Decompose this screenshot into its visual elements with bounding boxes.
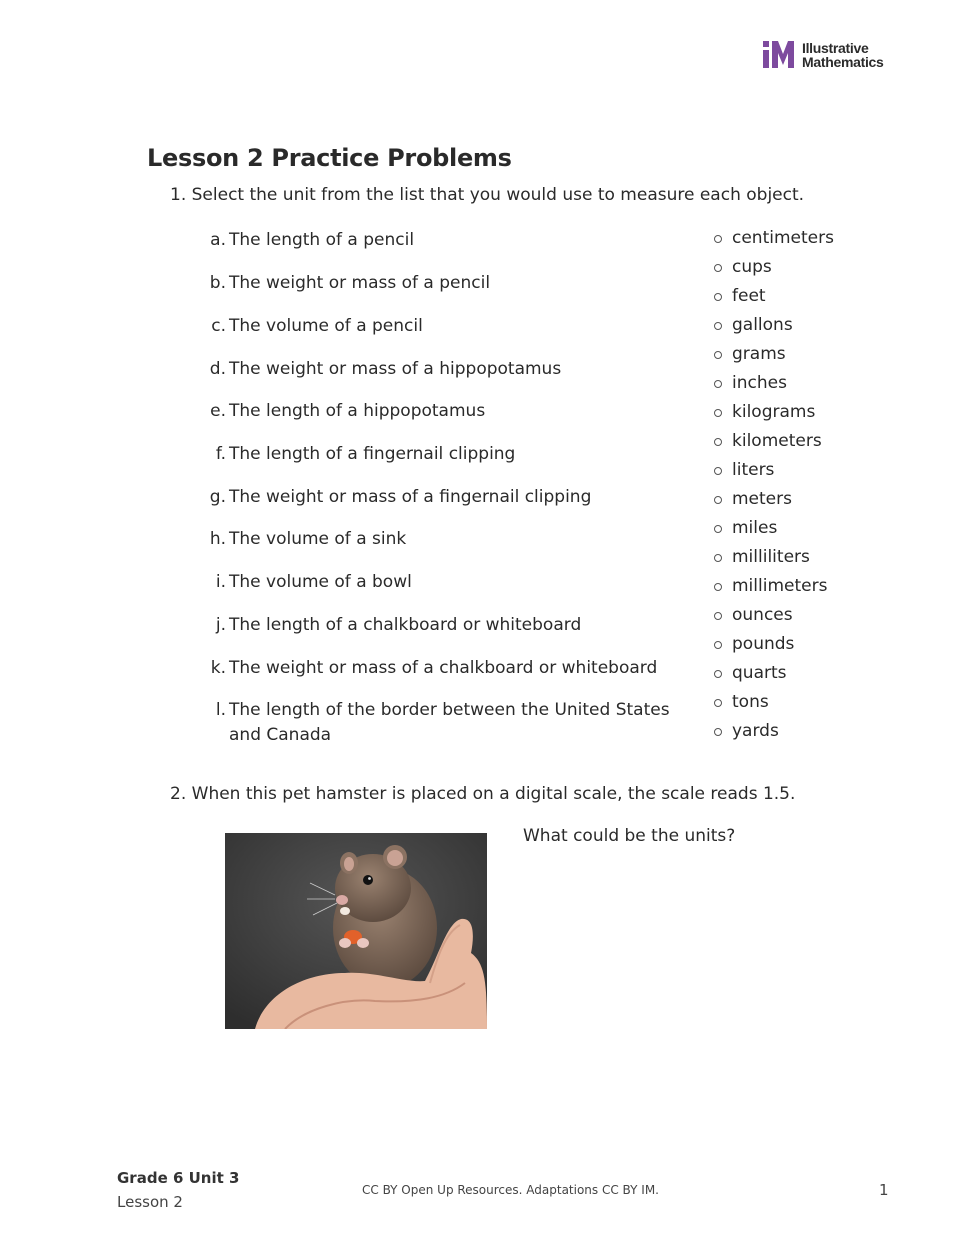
unit-option-label: inches — [732, 373, 787, 393]
object-item-letter: d. — [209, 359, 226, 379]
footer-license: CC BY Open Up Resources. Adaptations CC BY IM. — [362, 1183, 659, 1197]
unit-option-label: gallons — [732, 315, 793, 335]
unit-option-label: cups — [732, 257, 772, 277]
object-item-letter: e. — [210, 401, 226, 421]
object-item-text: The length of a chalkboard or whiteboard — [229, 615, 582, 635]
page-title: Lesson 2 Practice Problems — [147, 144, 512, 172]
object-item-text: The length of a pencil — [229, 230, 415, 250]
circle-bullet-icon — [714, 264, 722, 272]
object-item-text: The volume of a pencil — [229, 316, 423, 336]
object-item-letter: j. — [215, 615, 226, 635]
object-item-text: The length of the border between the United States and Canada — [229, 700, 670, 745]
unit-option-label: centimeters — [732, 228, 834, 248]
unit-option-label: ounces — [732, 605, 793, 625]
unit-option-label: tons — [732, 692, 769, 712]
problem-1-text: Select the unit from the list that you would use to measure each object. — [191, 185, 805, 205]
unit-option-label: miles — [732, 518, 778, 538]
problem-2-question: What could be the units? — [523, 826, 736, 846]
im-logo — [761, 40, 891, 72]
problem-2-number: 2. — [170, 784, 187, 804]
problem-2-text: When this pet hamster is placed on a digital scale, the scale reads 1.5. — [191, 784, 796, 804]
unit-option-label: pounds — [732, 634, 795, 654]
circle-bullet-icon — [714, 583, 722, 591]
object-item-text: The length of a hippopotamus — [229, 401, 486, 421]
circle-bullet-icon — [714, 728, 722, 736]
circle-bullet-icon — [714, 554, 722, 562]
unit-option-label: kilometers — [732, 431, 822, 451]
logo-line2: Mathematics — [802, 54, 884, 70]
im-logo-text — [802, 41, 884, 69]
object-item-letter: a. — [210, 230, 226, 250]
page-number: 1 — [879, 1181, 889, 1199]
hamster-illustration — [225, 833, 487, 1029]
unit-option-label: meters — [732, 489, 792, 509]
circle-bullet-icon — [714, 351, 722, 359]
unit-option-label: feet — [732, 286, 766, 306]
circle-bullet-icon — [714, 525, 722, 533]
circle-bullet-icon — [714, 699, 722, 707]
circle-bullet-icon — [714, 293, 722, 301]
object-item-text: The volume of a bowl — [229, 572, 412, 592]
footer-grade: Grade 6 Unit 3 — [117, 1169, 240, 1187]
object-item-text: The weight or mass of a fingernail clipping — [229, 487, 592, 507]
hamster-photo — [225, 833, 487, 1029]
unit-option-label: quarts — [732, 663, 787, 683]
object-item-text: The weight or mass of a chalkboard or whiteboard — [229, 658, 658, 678]
circle-bullet-icon — [714, 235, 722, 243]
problem-1-prompt — [170, 185, 804, 205]
circle-bullet-icon — [714, 496, 722, 504]
problem-1-number: 1. — [170, 185, 187, 205]
unit-option-label: kilograms — [732, 402, 816, 422]
unit-option-label: yards — [732, 721, 779, 741]
object-item-letter: l. — [215, 700, 226, 720]
object-item-text: The volume of a sink — [229, 529, 407, 549]
circle-bullet-icon — [714, 641, 722, 649]
object-item-text: The weight or mass of a pencil — [229, 273, 491, 293]
unit-option-label: milliliters — [732, 547, 810, 567]
circle-bullet-icon — [714, 670, 722, 678]
unit-option-label: liters — [732, 460, 775, 480]
object-item-text: The weight or mass of a hippopotamus — [229, 359, 562, 379]
object-item-letter: g. — [209, 487, 226, 507]
circle-bullet-icon — [714, 438, 722, 446]
object-item-letter: i. — [215, 572, 226, 592]
circle-bullet-icon — [714, 409, 722, 417]
circle-bullet-icon — [714, 380, 722, 388]
problem-2-prompt — [170, 784, 795, 804]
object-item-letter: c. — [211, 316, 226, 336]
unit-option-label: grams — [732, 344, 786, 364]
object-item-letter: h. — [209, 529, 226, 549]
footer-lesson: Lesson 2 — [117, 1193, 183, 1211]
object-item-letter: k. — [210, 658, 226, 678]
object-item-text: The length of a fingernail clipping — [229, 444, 516, 464]
logo-line1: Illustrative — [802, 40, 869, 56]
circle-bullet-icon — [714, 612, 722, 620]
circle-bullet-icon — [714, 322, 722, 330]
circle-bullet-icon — [714, 467, 722, 475]
unit-option-label: millimeters — [732, 576, 828, 596]
object-item-letter: b. — [209, 273, 226, 293]
object-item-letter: f. — [215, 444, 226, 464]
im-logo-mark — [761, 40, 797, 70]
